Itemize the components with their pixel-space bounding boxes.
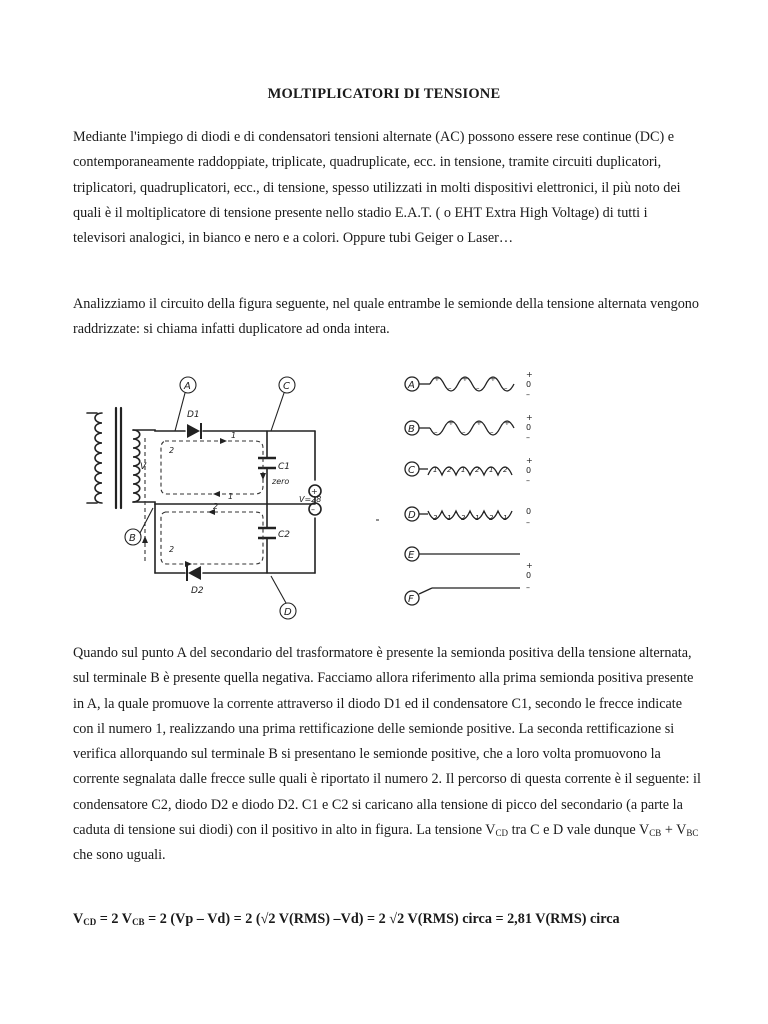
formula-vcd (73, 911, 713, 928)
capacitor-c1 (258, 458, 276, 468)
wave-a-plus-3: + (490, 375, 496, 383)
node-label-a: A (184, 381, 191, 392)
label-zero: zero (272, 477, 290, 486)
polarity-a-plus: + (526, 370, 533, 379)
node-label-c: C (283, 381, 290, 392)
explanation-main-text: Quando sul punto A del secondario del trasformatore è presente la semionda positiva della tensione alternata, sul terminale B è presente quella negativa. Facciamo allora riferimento alla prima semionda positiva presente in A, la quale promuove la corrente attraverso il diodo D1 ed il condensatore C1, secondo le frecce indicate con il numero 1, realizzando una prima rettificazione delle semionde positive. La seconda rettificazione si verifica allorquando sul terminale B si presentano le semionde positive, che a loro volta promuovono la corrente segnalata dalle frecce sulle quali è riportato il numero 2. Il percorso di questa corrente è il seguente: il condensatore C2, diodo D2 e diodo D2. C1 e C2 si caricano alla tensione di picco del secondario (a parte la caduta di tensione sui diodi) con il positivo in alto in figura. La tensione (73, 645, 701, 839)
wave-label-c: C (408, 465, 415, 476)
polarity-c-zero: 0 (526, 466, 532, 475)
current-path-2 (161, 512, 263, 564)
arrow-label-2-mid: 2 (213, 502, 219, 511)
wave-d-num-1b: 1 (475, 514, 480, 522)
arrow-label-1-bottom: 1 (228, 492, 234, 501)
wave-b-plus-1: + (448, 419, 454, 427)
wave-b-plus-2: + (476, 419, 482, 427)
arrow-label-2-low: 2 (169, 545, 175, 554)
circuit-diagram (85, 368, 335, 623)
wave-a-minus-1: – (448, 384, 452, 392)
wave-d-num-1a: 1 (447, 514, 452, 522)
polarity-b-minus: – (526, 433, 530, 442)
wave-c-num-1b: 1 (461, 466, 466, 474)
document-title: MOLTIPLICATORI DI TENSIONE (267, 86, 501, 102)
wave-b-minus-3: – (490, 428, 494, 436)
polarity-c-minus: – (526, 476, 530, 485)
wave-a-minus-2: – (476, 384, 480, 392)
explanation-plus: + (661, 822, 677, 839)
paragraph-explanation: Quando sul punto A del secondario del trasformatore è presente la semionda positiva della tensione alternata, sul terminale B è presente quella negativa. Facciamo allora riferimento alla prima semionda positiva presente in A, la quale promuove la corrente attraverso il diodo D1 ed il condensatore C1, secondo le frecce indicate con il numero 1, realizzando una prima rettificazione delle semionde positive. La seconda rettificazione si verifica allorquando sul terminale B si presentano le semionde positive, che a loro volta promuovono la corrente segnalata dalle frecce sulle quali è riportato il numero 2. Il percorso di questa corrente è il seguente: il condensatore C2, diodo D2 e diodo D2. C1 e C2 si caricano alla tensione di picco del secondario (a parte la caduta di tensione sui diodi) con il positivo in alto in figura. La tensione $V_{CD}$ tra C e D vale dunque $V_{CB} + V_{BC}$ che sono uguali. (73, 645, 701, 864)
polarity-b-zero: 0 (526, 423, 532, 432)
wave-label-f: F (408, 594, 414, 605)
label-c1: C1 (278, 462, 291, 472)
svg-text:+: + (311, 487, 318, 496)
polarity-f-minus: – (526, 583, 530, 592)
label-c2: C2 (278, 530, 291, 540)
wave-d-num-2a: 2 (433, 514, 438, 522)
formula-cd-subscript: CD (83, 917, 97, 927)
wave-a-plus-2: + (462, 375, 468, 383)
diode-d2 (187, 565, 201, 581)
wave-label-d: D (408, 510, 416, 521)
capacitor-c2 (258, 528, 276, 538)
paragraph-analysis: Analizziamo il circuito della figura seguente, nel quale entrambe le semionde della tensione alternata vengono raddrizzate: si chiama infatti duplicatore ad onda intera. (73, 296, 699, 338)
wave-c-num-1a: 1 (433, 466, 438, 474)
vcd-subscript: CD (495, 828, 509, 839)
formula-v: V (73, 911, 84, 927)
wave-b-minus-1: – (434, 428, 438, 436)
wave-c-num-2a: 2 (447, 466, 452, 474)
label-d2: D2 (191, 586, 204, 596)
polarity-a-minus: – (526, 390, 530, 399)
wave-c-num-1c: 1 (489, 466, 494, 474)
polarity-e-plus: + (526, 561, 533, 570)
paragraph-intro: Mediante l'impiego di diodi e di condensatori tensioni alternate (AC) possono essere rese continue (DC) e contemporaneamente raddoppiate, triplicate, quadruplicate, ecc. in tensione, tramite circuiti duplicatori, triplicatori, quadruplicatori, ecc., di tensione, spesso utilizzati in molti dispositivi elettronici, il più noto dei quali è il moltiplicatore di tensione presente nello stadio E.A.T. ( o EHT Extra High Voltage) di tutti i televisori analogici, in bianco e nero e a colori. Oppure tubi Geiger o Laser… (73, 129, 681, 247)
wave-d-num-2b: 2 (461, 514, 466, 522)
current-path-1 (161, 441, 263, 494)
wave-a-plus-1: + (434, 375, 440, 383)
formula-cb-subscript: CB (132, 917, 145, 927)
wave-d-num-1c: 1 (503, 514, 508, 522)
wave-label-e: E (408, 550, 415, 561)
polarity-d-zero: 0 (526, 507, 532, 516)
wave-label-b: B (408, 424, 415, 435)
vbc-subscript: BC (686, 828, 699, 839)
formula-mid: = 2 V (96, 911, 133, 927)
node-label-b: B (129, 533, 136, 544)
primary-coil (95, 413, 102, 503)
diode-d1 (187, 423, 201, 439)
polarity-c-plus: + (526, 456, 533, 465)
polarity-d-minus: – (526, 518, 530, 527)
wave-a-minus-3: – (504, 384, 508, 392)
wave-c-num-2b: 2 (475, 466, 480, 474)
waveform-diagram (372, 368, 542, 613)
svg-text:–: – (311, 505, 315, 514)
wave-b-minus-2: – (462, 428, 466, 436)
explanation-end-text: che sono uguali. (73, 847, 166, 864)
arrow-label-2-left: 2 (169, 446, 175, 455)
node-label-d: D (284, 607, 292, 618)
wave-label-a: A (408, 380, 415, 391)
polarity-b-plus: + (526, 413, 533, 422)
label-meter: V=28 (299, 495, 322, 504)
vcb-subscript: CB (649, 828, 662, 839)
arrow-label-1-top: 1 (231, 431, 237, 440)
explanation-mid-text: tra C e D vale dunque (508, 822, 639, 839)
wave-b-plus-3: + (504, 419, 510, 427)
formula-rest: = 2 (Vp – Vd) = 2 (√2 V(RMS) –Vd) = 2 √2 V(RMS) circa = 2,81 V(RMS) circa (144, 911, 620, 927)
polarity-a-zero: 0 (526, 380, 532, 389)
wave-d-num-2c: 2 (489, 514, 494, 522)
polarity-e-zero: 0 (526, 571, 532, 580)
secondary-coil (133, 430, 140, 502)
label-v: V (140, 462, 147, 472)
label-d1: D1 (187, 410, 200, 420)
wave-c-num-2c: 2 (503, 466, 508, 474)
